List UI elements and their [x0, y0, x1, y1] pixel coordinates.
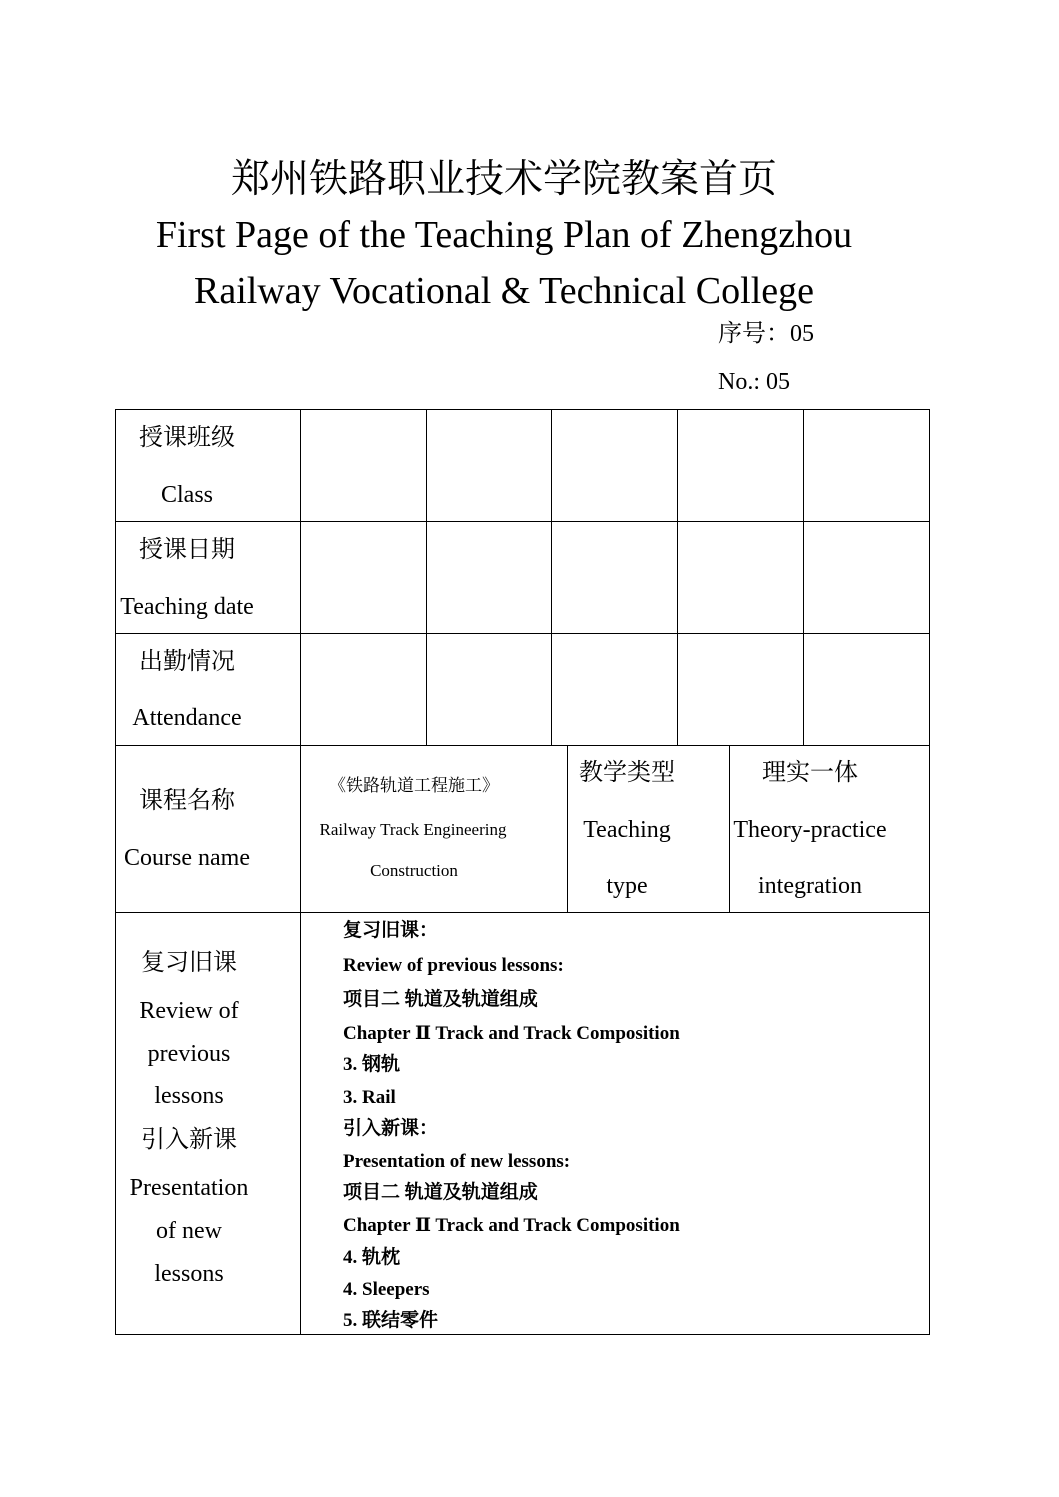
teaching-type-label-english-line-2: type [606, 873, 648, 899]
serial-number-english: No.: 05 [718, 369, 790, 395]
lesson-content-line: 引入新课： [343, 1118, 439, 1139]
lesson-content-line: 5. 联结零件 [343, 1310, 439, 1331]
review-label-line: 复习旧课 [141, 950, 237, 976]
class-label-chinese: 授课班级 [139, 425, 235, 451]
course-name-english-line-1: Railway Track Engineering [319, 820, 507, 839]
course-name-label-english: Course name [124, 845, 250, 871]
lesson-content-line: Presentation of new lessons: [343, 1151, 571, 1172]
serial-number-chinese: 序号：05 [718, 321, 814, 347]
lesson-content-line: 复习旧课： [343, 920, 439, 941]
teaching-type-label-english-line-1: Teaching [583, 817, 671, 843]
lesson-content-line: Chapter Ⅱ Track and Track Composition [343, 1023, 680, 1044]
review-label-line: Review of [139, 998, 239, 1024]
lesson-content-line: 项目二 轨道及轨道组成 [343, 989, 538, 1010]
presentation-label-line: 引入新课 [141, 1127, 237, 1153]
teaching-type-value-chinese: 理实一体 [762, 760, 858, 786]
page-title-english-line-2: Railway Vocational & Technical College [194, 270, 814, 312]
attendance-label-english: Attendance [132, 705, 242, 731]
presentation-label-line: of new [156, 1218, 222, 1244]
table-border-bottom [115, 1334, 930, 1335]
attendance-label-chinese: 出勤情况 [139, 649, 235, 675]
lesson-content-line: Chapter Ⅱ Track and Track Composition [343, 1215, 680, 1236]
teaching-date-label-chinese: 授课日期 [139, 537, 235, 563]
presentation-label-line: Presentation [129, 1175, 249, 1201]
teaching-type-value-english-line-2: integration [758, 873, 862, 899]
table-row-divider [115, 633, 930, 634]
table-border-right [929, 409, 930, 1335]
teaching-date-label-english: Teaching date [120, 594, 254, 620]
lesson-content-line: 3. 钢轨 [343, 1054, 401, 1075]
review-label-line: previous [147, 1041, 231, 1067]
teaching-type-value-english-line-1: Theory-practice [733, 817, 887, 843]
table-cell-divider [426, 409, 427, 745]
lesson-content-line: 3. Rail [343, 1087, 396, 1108]
course-name-label-chinese: 课程名称 [139, 788, 235, 814]
lesson-content-line: Review of previous lessons: [343, 955, 564, 976]
table-cell-divider [803, 409, 804, 745]
page-title-english-line-1: First Page of the Teaching Plan of Zhengzhou [155, 214, 853, 256]
table-row-divider [115, 521, 930, 522]
lesson-content-line: 项目二 轨道及轨道组成 [343, 1182, 538, 1203]
table-row-divider [115, 912, 930, 913]
presentation-label-line: lessons [154, 1261, 224, 1287]
lesson-content-line: 4. 轨枕 [343, 1247, 401, 1268]
table-cell-divider [677, 409, 678, 745]
review-label-line: lessons [154, 1083, 224, 1109]
class-label-english: Class [160, 482, 213, 508]
table-border-top [115, 409, 930, 410]
page-title-chinese: 郑州铁路职业技术学院教案首页 [230, 158, 777, 201]
lesson-content-line: 4. Sleepers [343, 1279, 430, 1300]
course-name-chinese: 《铁路轨道工程施工》 [329, 776, 499, 795]
teaching-type-label-chinese: 教学类型 [579, 760, 675, 786]
course-name-english-line-2: Construction [370, 861, 458, 880]
table-row-divider [115, 745, 930, 746]
table-cell-divider [551, 409, 552, 745]
